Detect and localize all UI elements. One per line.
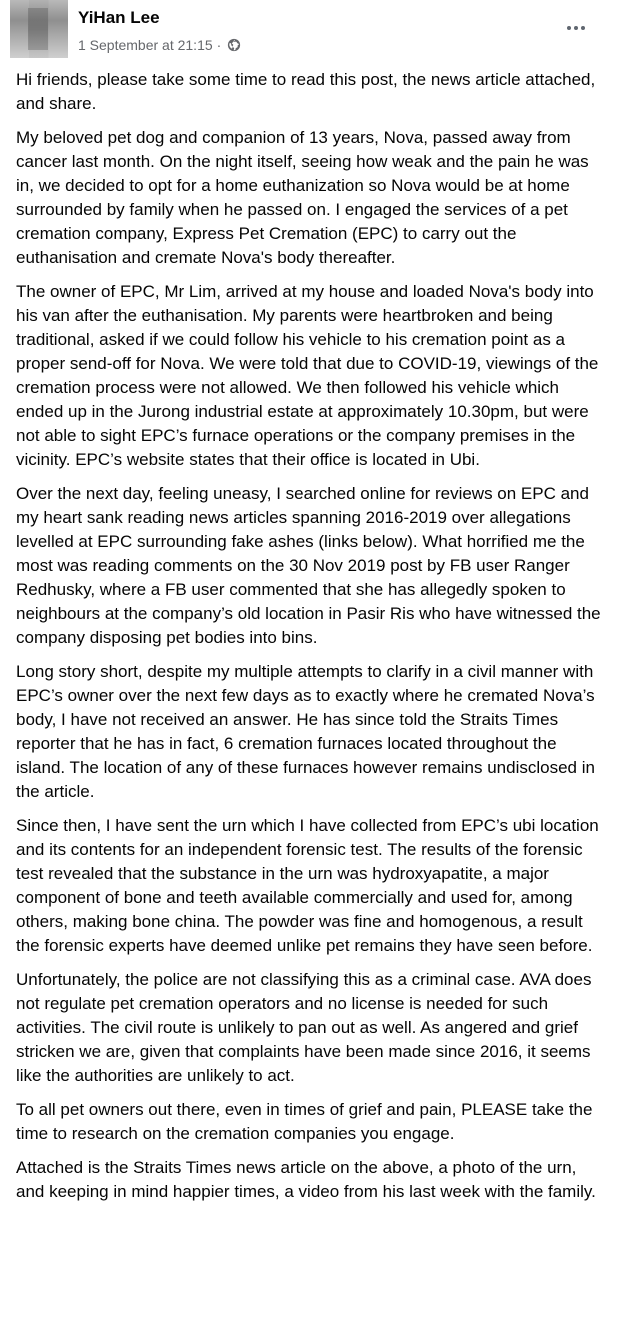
post-paragraph-9: Attached is the Straits Times news article on the above, a photo of the urn, and keeping in mind happier times, a video from his last week with the family. (16, 1158, 596, 1201)
dot (581, 26, 585, 30)
post-paragraph-5: Long story short, despite my multiple attempts to clarify in a civil manner with EPC’s owner over the next few days as to exactly where he cremated Nova’s body, I have not received an answer. He has since told the Straits Times reporter that he has in fact, 6 cremation furnaces located throughout the island. The location of any of these furnaces however remains undisclosed in the article. (16, 662, 595, 801)
post-paragraph-4: Over the next day, feeling uneasy, I searched online for reviews on EPC and my heart sank reading news articles spanning 2016-2019 over allegations levelled at EPC surrounding fake ashes (links below). What horrified me the most was reading comments on the 30 Nov 2019 post by FB user Ranger Redhusky, where a FB user commented that she has allegedly spoken to neighbours at the company’s old location in Pasir Ris who have witnessed the company disposing pet bodies into bins. (16, 484, 601, 647)
avatar[interactable] (10, 0, 68, 58)
post-paragraph-2: My beloved pet dog and companion of 13 years, Nova, passed away from cancer last month. On the night itself, seeing how weak and the pain he was in, we decided to opt for a home euthanization so Nova would be at home surrounded by family when he passed on. I engaged the services of a pet cremation company, Express Pet Cremation (EPC) to carry out the euthanisation and cremate Nova's body thereafter. (16, 128, 589, 267)
globe-icon[interactable] (227, 38, 241, 52)
post-paragraph-3: The owner of EPC, Mr Lim, arrived at my house and loaded Nova's body into his van after the euthanisation. My parents were heartbroken and being traditional, asked if we could follow his vehicle to his cremation point as a proper send-off for Nova. We were told that due to COVID-19, viewings of the cremation process were not allowed. We then followed his vehicle which ended up in the Jurong industrial estate at approximately 10.30pm, but were not able to sight EPC’s furnace operations or the company premises in the vicinity. EPC’s website states that their office is located in Ubi. (16, 282, 599, 469)
meta-separator: · (216, 37, 222, 53)
post-paragraph-6: Since then, I have sent the urn which I have collected from EPC’s ubi location and its contents for an independent forensic test. The results of the forensic test revealed that the substance in the urn was hydroxyapatite, a major component of bone and teeth available commercially and used for, among others, making bone china. The powder was fine and homogenous, a result the forensic experts have deemed unlike pet remains they have seen before. (16, 816, 599, 955)
post-meta (78, 37, 241, 53)
post-timestamp[interactable]: 1 September at 21:15 (78, 37, 213, 53)
dot (567, 26, 571, 30)
more-horizontal-icon[interactable] (558, 14, 594, 42)
post-paragraph-7: Unfortunately, the police are not classifying this as a criminal case. AVA does not regulate pet cremation operators and no license is needed for such activities. The civil route is unlikely to pan out as well. As angered and grief stricken we are, given that complaints have been made since 2016, it seems like the authorities are unlikely to act. (16, 970, 592, 1085)
post-header (0, 0, 620, 62)
post-body (16, 68, 606, 1214)
post-paragraph-1: Hi friends, please take some time to read this post, the news article attached, and share. (16, 70, 596, 113)
post-paragraph-8: To all pet owners out there, even in times of grief and pain, PLEASE take the time to research on the cremation companies you engage. (16, 1100, 593, 1143)
author-name[interactable]: YiHan Lee (78, 8, 160, 27)
dot (574, 26, 578, 30)
